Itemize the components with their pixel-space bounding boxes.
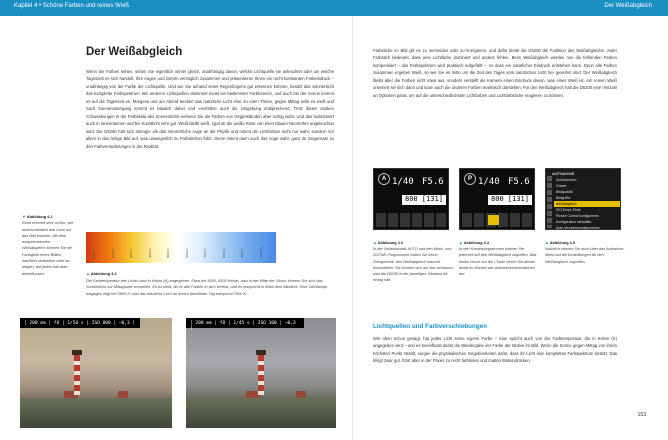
lighthouse-photo-warm (20, 318, 172, 428)
menu-item: Bildgröße (556, 196, 571, 200)
ground (186, 398, 336, 428)
camera-screen-creative (459, 168, 535, 230)
menu-item: Zurücksetzen (556, 178, 577, 182)
header-chapter: Kapitel 4 • Schöne Farben und reines Weiß (14, 3, 130, 9)
page-title: Der Weißabgleich (86, 46, 183, 58)
caption-arrow-icon: ▲ (459, 241, 463, 245)
iso-value: 800 [131] (402, 195, 446, 205)
white-balance-highlight (488, 215, 499, 225)
shutter-value: 1/40 (392, 177, 414, 187)
aperture-value: F5.6 (508, 177, 530, 187)
figure-caption-4-5 (545, 240, 625, 265)
caption-text: Natürlich können Sie auch über das Aufnahme-Menü auf die Einstellungen für den Weißabgleich zugreifen. (545, 247, 625, 264)
kelvin-tick-label: 8000 K (221, 248, 226, 258)
lighthouse (74, 355, 80, 395)
caption-text: Rose erkennt sehr schön, wie unterschiedlich das Licht auf das Bild einwirkt. Mit dem entsprechenden Weißabgleich können Sie die Farbigkeit eines Bildes natürlich verändern oder an- neigen, auf jedes halt aber beeinflussen. (22, 220, 74, 276)
caption-title: Abbildung 4.5 (549, 241, 575, 245)
menu-item: ISO-Empf.-Einst. (556, 208, 582, 212)
kelvin-tick-label: 1000 K (92, 248, 96, 258)
camera-menu-screen (545, 168, 621, 230)
iso-value: 800 [131] (488, 195, 532, 205)
caption-title: Abbildung 4.1 (26, 214, 53, 219)
caption-text: In den Kreativprogrammen können Sie jederzeit auf den Weißabgleich zugreifen. Bild einem Druck auf die i-Taste sehen Sie diesen direkt im Monitor der Aufnahmeinformationen auf. (459, 247, 537, 277)
kelvin-tick-label: 6000 K (184, 248, 189, 258)
caption-text: Die Farbtemperatur des Lichts wird in Kelvin (K) angegeben. Etwa bei 5000–5500 Kelvin, also in der Mitte der Skala, können Sie sich das Sonnenlicht zur Mittagszeit vorstellen. Es ist weiß, da es alle Farben in sich vereint, und es entspricht in etwa dem Blitzlicht. Eine Glühlampe hingegen liegt bei 2800 K, und das bläuliche Licht an einem bewölkten Tag entspricht 7000 K. (86, 277, 328, 296)
mode-dial-icon: A (378, 173, 390, 185)
settings-row (376, 213, 448, 227)
menu-item: Picture Control konfigurieren (556, 214, 599, 218)
figure-caption-4-3 (373, 240, 455, 283)
house (118, 391, 128, 398)
menu-tab-icons (547, 176, 552, 228)
header-section: Der Weißabgleich (604, 3, 652, 9)
kelvin-tick-label: 4000 K (147, 248, 152, 258)
kelvin-color-scale (86, 232, 276, 263)
caption-text: In der Vollautomatik AUTO und den Motiv- und SCENE-Programmen haben Sie keine Gelegenheit, den Weißabgleich manuell einzustellen. Sie können sich auf das verlassen, was die D5200 in der jeweiligen Situation für richtig hält. (373, 247, 454, 283)
section-heading: Lichtquellen und Farbverschiebungen (373, 323, 488, 330)
body-text-lower: Wie oben schon gesagt, hat jedes Licht seine eigene Farbe – man spricht auch von der Farbtemperatur, die in Kelvin (K) angegeben wird – und es beeinflusst damit die Wiedergabe der Farbe der Motive im Bild. Wenn die Sonne gegen Mittag von ihrem höchsten Punkt strahlt, sorgen die physikalischen Gegebenheiten dafür, dass ihr Licht sein komplettes Farbspektrum besitzt. Das klingt zwar gut, führt aber in der Praxis zu recht farblosen und matten Bildeindrücken. (373, 336, 617, 364)
page-gutter (352, 16, 353, 440)
figure-caption-4-4 (459, 240, 539, 277)
mode-dial-icon: P (464, 173, 476, 185)
figure-caption-4-1 (22, 214, 74, 277)
kelvin-tick-label: 5000 K (166, 248, 170, 258)
ground (20, 398, 172, 428)
caption-arrow-icon: ▲ (545, 241, 549, 245)
menu-title: AUFNAHME (552, 171, 575, 176)
shutter-value: 1/40 (478, 177, 500, 187)
exif-bar: [ 200 mm | f8 | 1/45 s | ISO 100 | –0,3 ] (186, 318, 304, 328)
aperture-value: F5.6 (422, 177, 444, 187)
menu-item: Bildqualität (556, 190, 573, 194)
kelvin-tick-label: 3000 K (129, 248, 133, 258)
caption-title: Abbildung 4.2 (90, 271, 117, 276)
menu-item: Auto-Verzeichnungskorrektur (556, 226, 600, 230)
figure-caption-4-2 (86, 271, 334, 297)
caption-arrow-icon: ▼ (22, 214, 26, 219)
menu-item: Konfiguration verwalten (556, 220, 592, 224)
body-text-right: Farbstiche im Bild gilt es zu vermeiden oder zu korrigieren, und dafür bietet die D5200 die Funktion des Weißabgleichs. Jeder Farbstich bedeutet, dass eine Lichtfarbe dominiert und andere fehlen. Beim Weißabgleich werden nun die fehlenden Farben kompensiert – das Farbspektrum wird praktisch aufgefüllt –, so dass ein natürlicher Eindruck entstehen kann. Denn alle Farben zusammen ergeben Weiß, so wie Sie es mitte um die Zeit des Tages vom natürlichen Licht her gewohnt sind. Der Weißabgleich bleibt aber die Farben nicht etwa aus, sondern verstellt die Kamera einen Eindruck davon, was eines Weiß ist. Am reinen Weiß orientiert sie sich dann und kann auch die anderen Farben realistisch darstellen. Für den Weißabgleich hält die D5200 eine Vielzahl an Optionen parat, um auf die unterschiedlichsten Lichtfarben und Lichtfarbstiche reagieren zu können. (373, 48, 617, 98)
kelvin-tick-label: 7000 K (203, 248, 207, 258)
camera-screen-auto (373, 168, 449, 230)
running-header (0, 0, 668, 16)
house (296, 391, 306, 398)
caption-title: Abbildung 4.4 (463, 241, 489, 245)
body-text-left: Wenn Sie Farben sehen, sehen Sie eigentlich immer gleich, unabhängig davon, welche Lichtquelle sie anleuchtet oder um welche Tageszeit es sich handelt. Ihre Augen und Gehirn verzüglich zusammen und präsentieren Ihnen ein recht konstanten Farbeindruck – unabhängig von der Farbe der Lichtquelle. Und wie Sie anhand eines Regenbogens gut erkennen können, besitzt das Sonnenlicht das komplette Farbspektrum. Bei anderen Lichtquellen dominiert meist ein bestimmter Farbbereich, und auch bei der Sonne kommt es auf die Tageszeit an. Morgens und am Abend tendiert das natürliche Licht eher zu roten Tönen, gegen Mittag wirkt es weiß und nach Sonnenuntergang kommt es bläulich daher und »verfärbt« auch die Umgebung entsprechend. Trotz dieser starken Schwankungen in der Farbskala des Sonnenlichts nehmen Sie die Farben von Gegenständen aber richtig wahr. Und das funktioniert auch in Innenräumen und bei Kunstlicht sehr gut. Weiß bleibt weiß, egal ob die weiße Rose von einer blauen Neonröhre angeleuchtet wird. Die D5200 hält sich strenger als das menschliche Auge an die Physik und nimmt die Lichtfarben nicht nur wahr, sondern vor allem in das fertige Bild auf, was unweigerlich zu Farbstichen führt. Diese nimmt dann auch das Auge wahr, ganz im Gegensatz zu den Farbveränderungen in der Realität. (86, 69, 334, 149)
menu-item: Ordner (556, 184, 567, 188)
lighthouse-photo-cool (186, 318, 336, 428)
caption-arrow-icon: ▲ (373, 241, 377, 245)
kelvin-tick-label: 9000 K (240, 248, 244, 258)
kelvin-tick-label: 2000 K (110, 248, 115, 258)
kelvin-tick-label: 10000 K (258, 246, 263, 258)
caption-arrow-icon: ▲ (86, 271, 90, 276)
page-number: 153 (637, 412, 646, 418)
lighthouse (258, 355, 264, 395)
caption-title: Abbildung 4.3 (377, 241, 403, 245)
menu-item: Weißabgleich (554, 201, 620, 207)
exif-bar: [ 200 mm | f8 | 1/50 s | ISO 800 | –0,3 ] (20, 318, 140, 328)
